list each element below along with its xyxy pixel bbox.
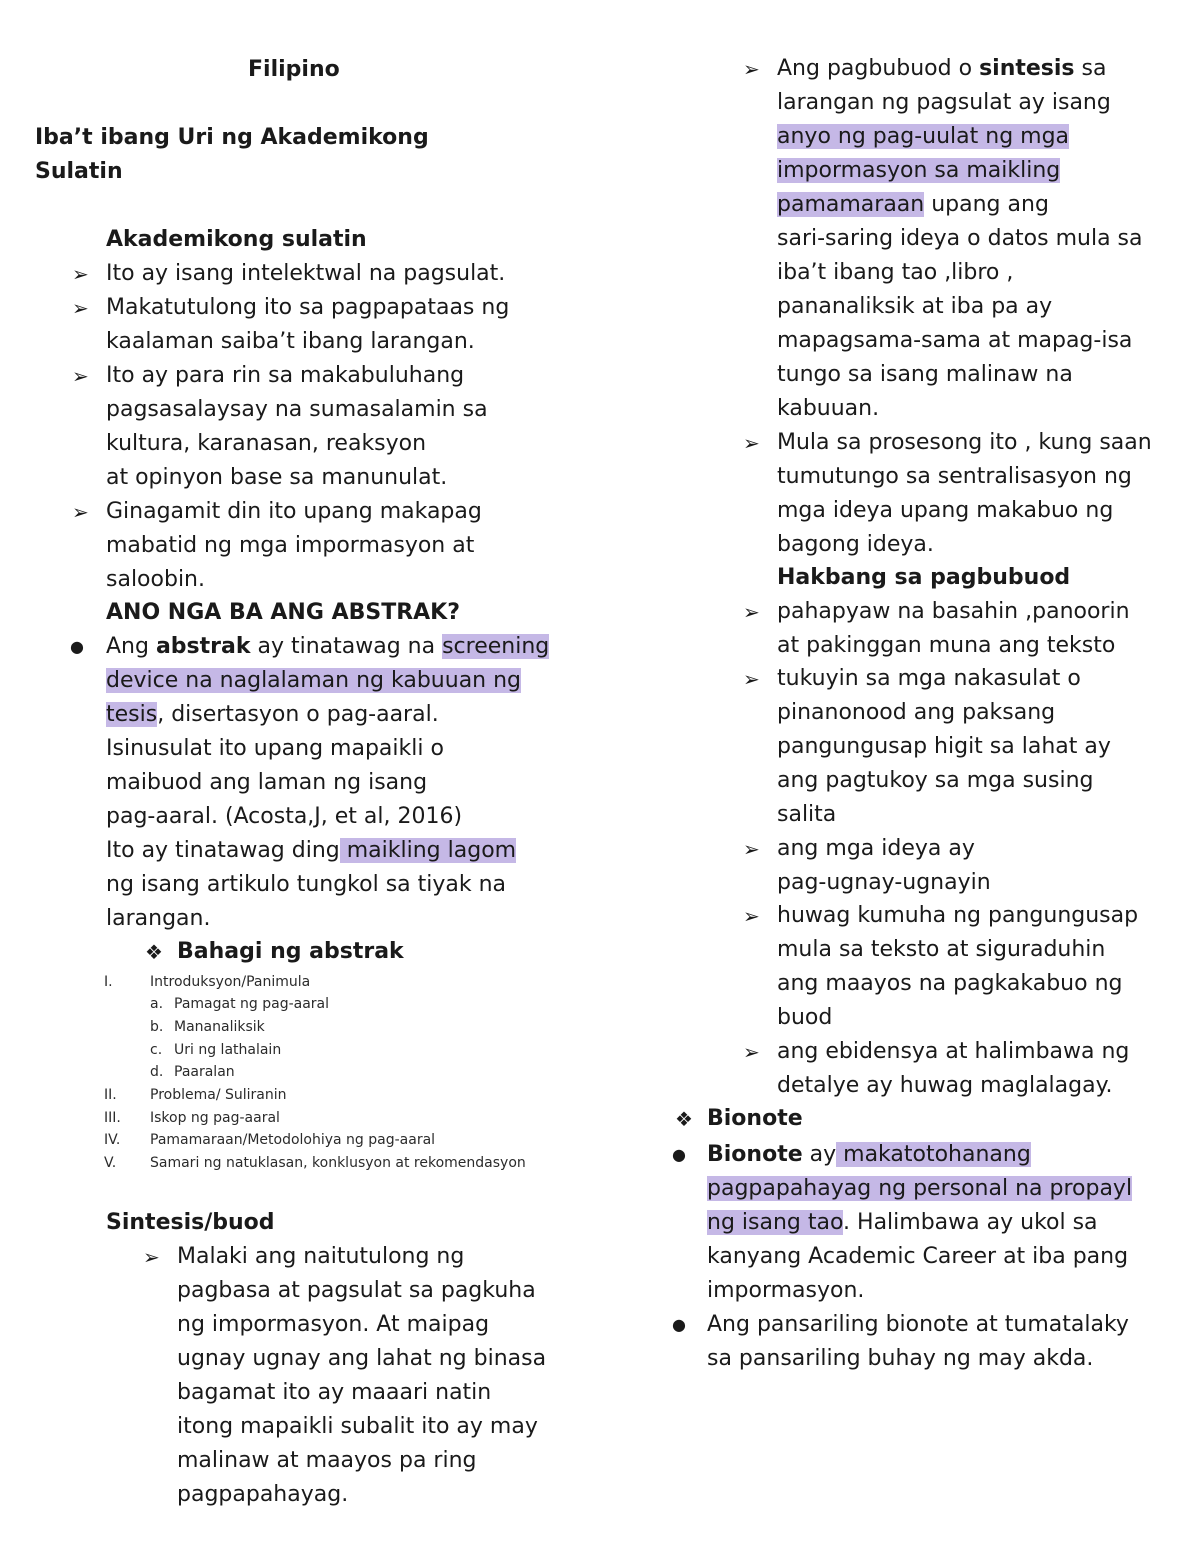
akademiko-item-1: Ito ay isang intelektwal na pagsulat.: [106, 261, 506, 286]
sintesis-def-line-5: pamamaraan upang ang: [777, 192, 1049, 217]
outline-item: Introduksyon/Panimula: [150, 974, 311, 990]
abstrak-line-2: device na naglalaman ng kabuuan ng: [106, 668, 522, 693]
abstrak-line-6: pag-aaral. (Acosta,J, et al, 2016): [106, 804, 463, 829]
bahagi-heading: Bahagi ng abstrak: [177, 939, 404, 964]
arrow-bullet-icon: ➢: [743, 904, 760, 928]
hakbang-item-3-cont: pag-ugnay-ugnayin: [777, 870, 991, 895]
hakbang-item-1: pahapyaw na basahin ,panoorin: [777, 599, 1130, 624]
bionote-line-5: impormasyon.: [707, 1278, 865, 1303]
outline-item: Iskop ng pag-aaral: [150, 1110, 280, 1126]
hakbang-item-2-cont: ang pagtukoy sa mga susing: [777, 768, 1094, 793]
sintesis-def-line: tungo sa isang malinaw na: [777, 362, 1073, 387]
arrow-bullet-icon: ➢: [743, 1040, 760, 1064]
outline-item: Pamagat ng pag-aaral: [174, 996, 330, 1012]
sintesis-item-cont: pagpapahayag.: [177, 1482, 349, 1507]
sintesis-item: Malaki ang naitutulong ng: [177, 1244, 465, 1269]
sintesis-def-line-1: Ang pagbubuod o sintesis sa: [777, 56, 1107, 81]
hakbang-item-2-cont: pangungusap higit sa lahat ay: [777, 734, 1111, 759]
proseso-item: Mula sa prosesong ito , kung saan: [777, 430, 1152, 455]
bionote-line-3: ng isang tao. Halimbawa ay ukol sa: [707, 1210, 1098, 1235]
abstrak-line-5: maibuod ang laman ng isang: [106, 770, 428, 795]
sintesis-def-line-2: larangan ng pagsulat ay isang: [777, 90, 1111, 115]
proseso-item-cont: bagong ideya.: [777, 532, 934, 557]
outline-item: Pamamaraan/Metodolohiya ng pag-aaral: [150, 1132, 436, 1148]
akademiko-item-2: Makatutulong ito sa pagpapataas ng: [106, 295, 510, 320]
sintesis-item-cont: ng impormasyon. At maipag: [177, 1312, 490, 1337]
outline-item: Samari ng natuklasan, konklusyon at rekomendasyon: [150, 1155, 526, 1171]
arrow-bullet-icon: ➢: [743, 431, 760, 455]
arrow-bullet-icon: ➢: [72, 296, 89, 320]
section-heading-abstrak: ANO NGA BA ANG ABSTRAK?: [106, 600, 460, 625]
outline-number: a.: [150, 996, 164, 1012]
page-title: Filipino: [248, 57, 340, 82]
proseso-item-cont: mga ideya upang makabuo ng: [777, 498, 1114, 523]
akademiko-item-3-cont: kultura, karanasan, reaksyon: [106, 431, 427, 456]
arrow-bullet-icon: ➢: [72, 364, 89, 388]
abstrak-line-9: larangan.: [106, 906, 211, 931]
sintesis-def-line: pananaliksik at iba pa ay: [777, 294, 1053, 319]
section-heading-sintesis: Sintesis/buod: [106, 1210, 275, 1235]
hakbang-item-1-cont: at pakinggan muna ang teksto: [777, 633, 1116, 658]
sintesis-item-cont: bagamat ito ay maaari natin: [177, 1380, 492, 1405]
sintesis-def-line: iba’t ibang tao ,libro ,: [777, 260, 1014, 285]
sintesis-item-cont: malinaw at maayos pa ring: [177, 1448, 477, 1473]
abstrak-line-4: Isinusulat ito upang mapaikli o: [106, 736, 444, 761]
document-heading: Iba’t ibang Uri ng Akademikong: [35, 125, 429, 150]
bionote-heading: Bionote: [707, 1106, 803, 1131]
hakbang-item-4-cont: mula sa teksto at siguraduhin: [777, 937, 1106, 962]
sintesis-def-line-4: impormasyon sa maikling: [777, 158, 1061, 183]
sintesis-item-cont: itong mapaikli subalit ito ay may: [177, 1414, 538, 1439]
hakbang-item-3: ang mga ideya ay: [777, 836, 975, 861]
akademiko-item-3-cont: at opinyon base sa manunulat.: [106, 465, 448, 490]
akademiko-item-4-cont: mabatid ng mga impormasyon at: [106, 533, 475, 558]
sintesis-def-line-3: anyo ng pag-uulat ng mga: [777, 124, 1070, 149]
bionote-line-4: kanyang Academic Career at iba pang: [707, 1244, 1129, 1269]
hakbang-item-2-cont: salita: [777, 802, 837, 827]
hakbang-item-5-cont: detalye ay huwag maglalagay.: [777, 1073, 1113, 1098]
outline-number: I.: [104, 974, 113, 990]
hakbang-item-4-cont: ang maayos na pagkakabuo ng: [777, 971, 1123, 996]
outline-number: c.: [150, 1042, 163, 1058]
abstrak-line-3: tesis, disertasyon o pag-aaral.: [106, 702, 439, 727]
bionote-line-7: sa pansariling buhay ng may akda.: [707, 1346, 1094, 1371]
outline-number: V.: [104, 1155, 117, 1171]
outline-item: Problema/ Suliranin: [150, 1087, 287, 1103]
outline-number: III.: [104, 1110, 121, 1126]
akademiko-item-2-cont: kaalaman saiba’t ibang larangan.: [106, 329, 475, 354]
outline-item: Uri ng lathalain: [174, 1042, 282, 1058]
outline-item: Paaralan: [174, 1064, 235, 1080]
outline-item: Mananaliksik: [174, 1019, 265, 1035]
arrow-bullet-icon: ➢: [743, 57, 760, 81]
arrow-bullet-icon: ➢: [743, 837, 760, 861]
hakbang-heading: Hakbang sa pagbubuod: [777, 565, 1071, 590]
abstrak-line-8: ng isang artikulo tungkol sa tiyak na: [106, 872, 507, 897]
document-heading-cont: Sulatin: [35, 159, 123, 184]
abstrak-line-7: Ito ay tinatawag ding maikling lagom: [106, 838, 517, 863]
outline-number: II.: [104, 1087, 117, 1103]
hakbang-item-2-cont: pinanonood ang paksang: [777, 700, 1056, 725]
bullet-icon: ●: [70, 637, 84, 656]
bionote-line-6: Ang pansariling bionote at tumatalaky: [707, 1312, 1129, 1337]
bionote-line-2: pagpapahayag ng personal na propayl: [707, 1176, 1133, 1201]
section-heading-akademiko: Akademikong sulatin: [106, 227, 367, 252]
abstrak-line-1: Ang abstrak ay tinatawag na screening: [106, 634, 550, 659]
outline-number: d.: [150, 1064, 164, 1080]
hakbang-item-5: ang ebidensya at halimbawa ng: [777, 1039, 1130, 1064]
sintesis-def-line: mapagsama-sama at mapag-isa: [777, 328, 1133, 353]
sintesis-item-cont: ugnay ugnay ang lahat ng binasa: [177, 1346, 547, 1371]
sintesis-item-cont: pagbasa at pagsulat sa pagkuha: [177, 1278, 536, 1303]
outline-number: b.: [150, 1019, 164, 1035]
akademiko-item-4-cont: saloobin.: [106, 567, 205, 592]
arrow-bullet-icon: ➢: [72, 262, 89, 286]
arrow-bullet-icon: ➢: [743, 600, 760, 624]
arrow-bullet-icon: ➢: [143, 1245, 160, 1269]
arrow-bullet-icon: ➢: [743, 667, 760, 691]
bullet-icon: ●: [672, 1315, 686, 1334]
proseso-item-cont: tumutungo sa sentralisasyon ng: [777, 464, 1132, 489]
akademiko-item-4: Ginagamit din ito upang makapag: [106, 499, 482, 524]
hakbang-item-4-cont: buod: [777, 1005, 833, 1030]
bullet-icon: ●: [672, 1145, 686, 1164]
akademiko-item-3-cont: pagsasalaysay na sumasalamin sa: [106, 397, 488, 422]
sintesis-def-line: sari-saring ideya o datos mula sa: [777, 226, 1143, 251]
arrow-bullet-icon: ➢: [72, 500, 89, 524]
outline-number: IV.: [104, 1132, 121, 1148]
hakbang-item-2: tukuyin sa mga nakasulat o: [777, 666, 1081, 691]
hakbang-item-4: huwag kumuha ng pangungusap: [777, 903, 1139, 928]
akademiko-item-3: Ito ay para rin sa makabuluhang: [106, 363, 465, 388]
diamond-bullet-icon: ❖: [675, 1107, 693, 1131]
bionote-line-1: Bionote ay makatotohanang: [707, 1142, 1031, 1167]
diamond-bullet-icon: ❖: [145, 940, 163, 964]
sintesis-def-line: kabuuan.: [777, 396, 880, 421]
